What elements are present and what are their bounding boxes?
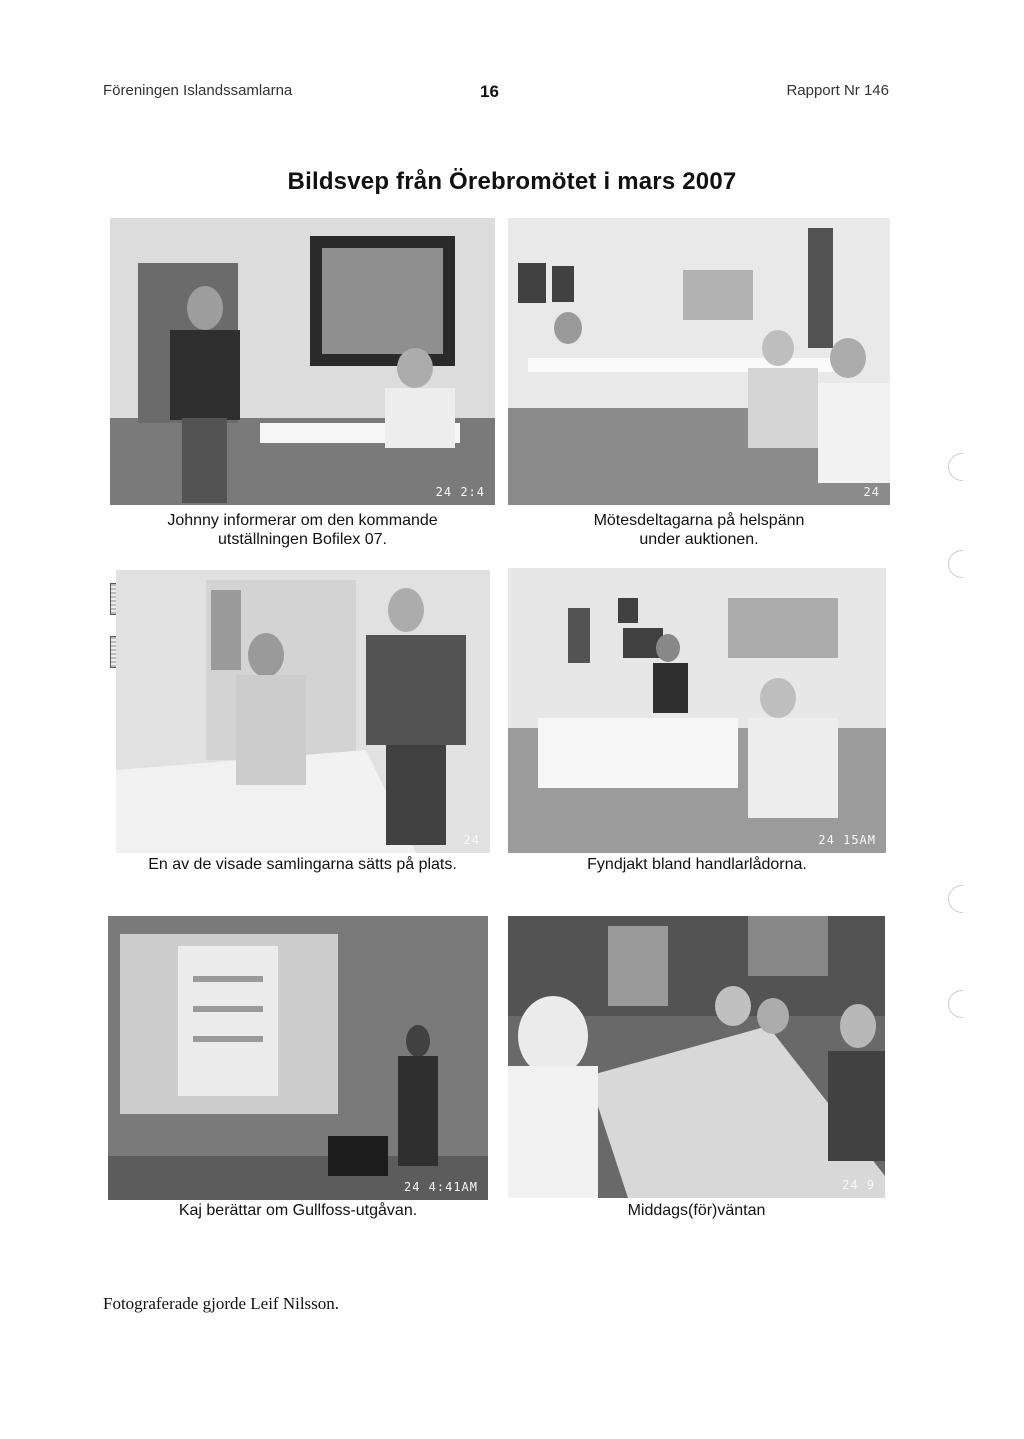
binder-hole-mark: [948, 550, 963, 578]
photo-date-stamp: 24 2:4: [435, 485, 485, 499]
header-report-number: Rapport Nr 146: [786, 82, 889, 99]
page-title: Bildsvep från Örebromötet i mars 2007: [287, 168, 737, 195]
photo-date-stamp: 24: [463, 833, 480, 847]
photo-caption: Johnny informerar om den kommande utställningen Bofilex 07.: [167, 512, 438, 548]
binder-hole-mark: [948, 453, 963, 481]
photo-date-stamp: 24 9: [842, 1178, 875, 1192]
photo-caption: En av de visade samlingarna sätts på plats.: [148, 856, 457, 873]
photo-dinner-table: [508, 916, 885, 1198]
binder-hole-mark: [948, 990, 963, 1018]
photo-dealer-boxes: [508, 568, 886, 853]
page-number: 16: [480, 82, 499, 101]
photo-auction-audience: [508, 218, 890, 505]
photo-date-stamp: 24: [863, 485, 880, 499]
binder-hole-mark: [948, 885, 963, 913]
header-association-name: Föreningen Islandssamlarna: [103, 82, 293, 99]
photo-projector-talk: [108, 916, 488, 1200]
photo-caption: Fyndjakt bland handlarlådorna.: [587, 856, 807, 873]
photo-presentation: [110, 218, 495, 505]
photo-caption: Mötesdeltagarna på helspänn under auktionen.: [593, 512, 805, 548]
photographer-credit: Fotograferade gjorde Leif Nilsson.: [103, 1294, 340, 1313]
photo-caption: Middags(för)väntan: [627, 1202, 766, 1219]
photo-collection-setup: [116, 570, 490, 853]
photo-date-stamp: 24 15AM: [818, 833, 876, 847]
photo-caption: Kaj berättar om Gullfoss-utgåvan.: [178, 1202, 418, 1219]
photo-date-stamp: 24 4:41AM: [403, 1180, 478, 1194]
